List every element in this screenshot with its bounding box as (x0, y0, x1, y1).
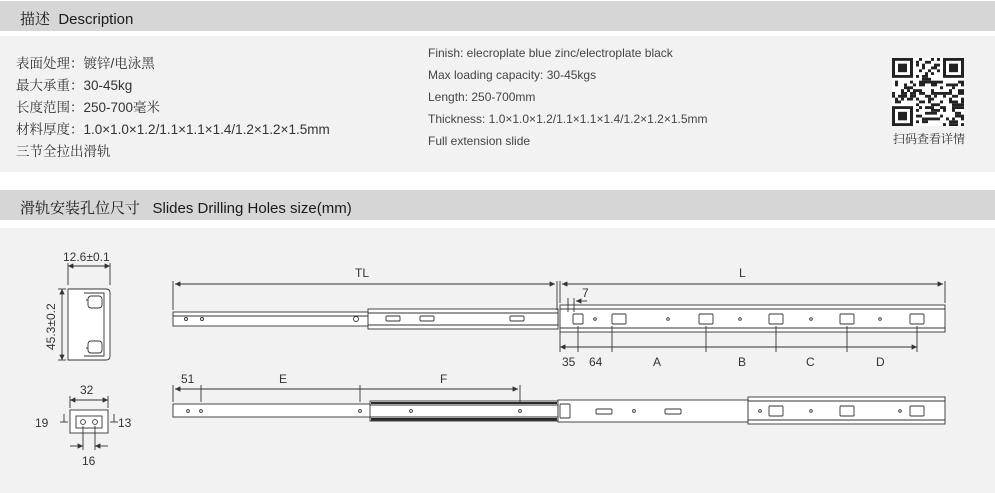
drilling-header (0, 190, 995, 220)
profile-height-label: 45.3±0.2 (44, 303, 58, 350)
seven-label: 7 (582, 286, 589, 300)
en-length: Length: 250-700mm (428, 90, 536, 104)
cn-finish: 表面处理：镀锌/电泳黑 (16, 56, 155, 71)
qr-caption: 扫码查看详情 (893, 132, 966, 146)
en-finish: Finish: elecroplate blue zinc/electroplate black (428, 46, 673, 60)
d-label: D (876, 355, 885, 369)
e-label: E (279, 372, 288, 386)
b-label: B (738, 355, 747, 369)
description-header (0, 1, 995, 31)
f-label: F (440, 372, 448, 386)
cn-capacity: 最大承重：30-45kg (16, 78, 133, 93)
d51-label: 51 (181, 372, 195, 386)
bracket-left-label: 19 (35, 416, 49, 430)
d64-label: 64 (589, 355, 603, 369)
description-header-title: 描述 Description (20, 11, 134, 28)
top-slide (173, 281, 558, 329)
bottom-slide (173, 385, 945, 424)
drilling-header-title: 滑轨安装孔位尺寸 Slides Drilling Holes size(mm) (20, 200, 352, 217)
cn-thickness: 材料厚度：1.0×1.0×1.2/1.1×1.1×1.4/1.2×1.2×1.5mm (16, 122, 330, 137)
profile-section (58, 263, 110, 360)
qr-code-icon[interactable] (892, 58, 964, 126)
tl-label: TL (355, 266, 370, 280)
a-label: A (653, 355, 662, 369)
cn-length: 长度范围：250-700毫米 (16, 100, 161, 115)
bracket-right-label: 13 (118, 416, 132, 430)
drilling-drawing (0, 228, 995, 493)
bracket-section (60, 396, 118, 450)
profile-width-label: 12.6±0.1 (63, 250, 110, 264)
en-capacity: Max loading capacity: 30-45kgs (428, 68, 597, 82)
c-label: C (806, 355, 815, 369)
bracket-width-label: 32 (80, 383, 94, 397)
l-label: L (739, 266, 746, 280)
cn-extension: 三节全拉出滑轨 (16, 144, 111, 159)
en-extension: Full extension slide (428, 134, 531, 148)
en-thickness: Thickness: 1.0×1.0×1.2/1.1×1.1×1.4/1.2×1.2×1.5mm (428, 112, 708, 126)
bracket-bottom-label: 16 (82, 454, 96, 468)
d35-label: 35 (562, 355, 576, 369)
cabinet-member (560, 281, 945, 352)
